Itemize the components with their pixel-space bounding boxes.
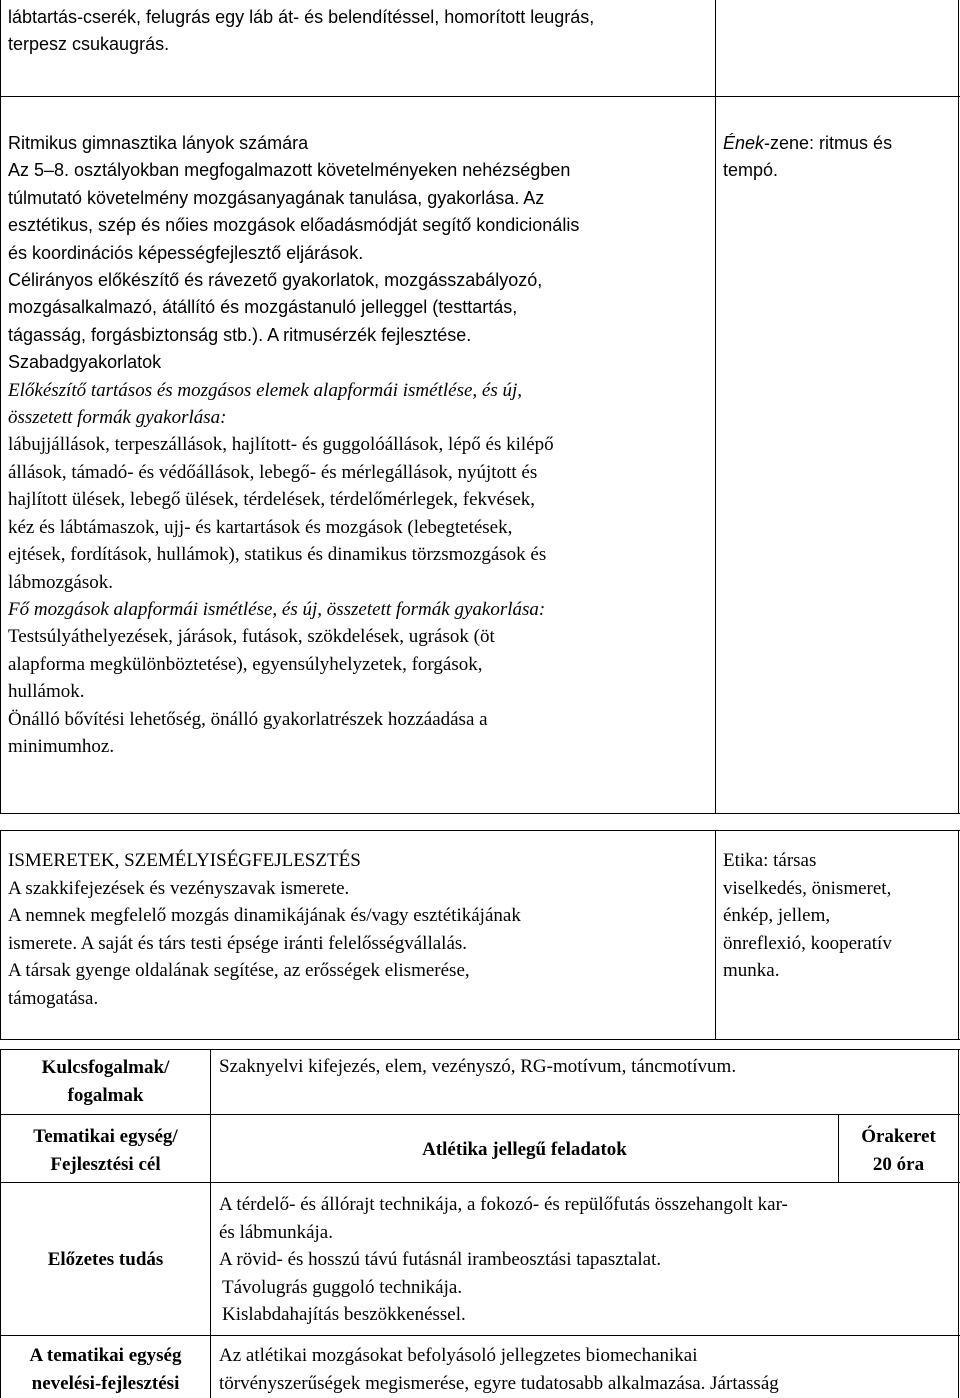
text-line: tágasság, forgásbiztonság stb.). A ritmusérzék fejlesztése. — [8, 324, 472, 345]
kulcsfogalmak-label — [1, 1054, 210, 1110]
text-line: és lábmunkája. — [219, 1221, 333, 1243]
text-line: lábmozgások. — [8, 571, 114, 593]
side-note-line: énkép, jellem, — [723, 905, 831, 927]
top-row-text — [8, 4, 708, 58]
kulcsfogalmak-value: Szaknyelvi kifejezés, elem, vezényszó, RG-motívum, táncmotívum. — [219, 1056, 737, 1077]
text-line: hajlított ülések, lebegő ülések, térdelések, térdelőmérlegek, fekvések, — [8, 489, 536, 511]
side-note-line — [723, 130, 953, 157]
side-note-line: Etika: társas — [723, 850, 817, 871]
text-line: alapforma megkülönböztetése), egyensúlyhelyzetek, forgások, — [8, 653, 483, 675]
table-border-left-upper — [0, 0, 1, 814]
ismeretek-heading: ISMERETEK, SZEMÉLYISÉGFEJLESZTÉS — [8, 850, 361, 871]
text-line: esztétikus, szép és nőies mozgások előadásmódját segítő kondicionális — [8, 215, 580, 236]
table-border-right-upper — [958, 0, 959, 814]
lower-table-elozetes-bottom — [0, 1335, 960, 1336]
lower-table-tema-bottom — [0, 1182, 960, 1183]
text-line: állások, támadó- és védőállások, lebegő- és mérlegállások, nyújtott és — [8, 461, 538, 483]
text-line: Kislabdahajítás beszökkenéssel. — [222, 1304, 466, 1326]
text-line: Célirányos előkészítő és rávezető gyakorlatok, mozgásszabályozó, — [8, 270, 543, 291]
rg-side-note — [723, 130, 953, 185]
text-line: A társak gyenge oldalának segítése, az erősségek elismerése, — [8, 960, 470, 982]
text-line: A rövid- és hosszú távú futásnál irambeosztási tapasztalat. — [219, 1249, 662, 1271]
nevelesi-content — [219, 1342, 954, 1398]
rg-title: Ritmikus gimnasztika lányok számára — [8, 133, 309, 153]
text-line: Testsúlyáthelyezések, járások, futások, szökdelések, ugrások (öt — [8, 626, 495, 648]
text-line: Távolugrás guggoló technikája. — [222, 1276, 463, 1298]
label-line: Fejlesztési cél — [50, 1154, 161, 1175]
lower-table-right — [958, 1049, 959, 1398]
orakeret — [839, 1123, 958, 1179]
label-line: Kulcsfogalmak/ — [41, 1057, 170, 1078]
table-border-left-ism — [0, 830, 1, 1040]
table-border-top-row-bottom — [0, 96, 960, 97]
table-border-ismeretek-bottom — [0, 1039, 960, 1040]
text-line: Az atlétikai mozgásokat befolyásoló jellegzetes biomechanikai — [219, 1345, 698, 1366]
table-border-mid-upper — [715, 0, 716, 814]
text-line: kéz és lábtámaszok, ujj- és kartartások és mozgások (lebegtetések, — [8, 516, 513, 538]
text-line: minimumhoz. — [8, 735, 115, 757]
text-line: Önálló bővítési lehetőség, önálló gyakorlatrészek hozzáadása a — [8, 708, 488, 730]
text-line: törvényszerűségek megismerése, egyre tudatosabb alkalmazása. Jártasság — [219, 1373, 779, 1394]
label-line: fogalmak — [67, 1085, 144, 1106]
text-line: hullámok. — [8, 681, 85, 703]
table-border-mid-ism — [715, 830, 716, 1040]
table-border-rg-bottom — [0, 813, 960, 814]
side-note-italic: Ének — [723, 133, 765, 153]
side-note-line: viselkedés, önismeret, — [723, 877, 892, 899]
lower-table-label-divider — [210, 1049, 211, 1398]
lower-table-top — [0, 1049, 960, 1050]
label-line: nevelési-fejlesztési — [31, 1373, 180, 1394]
side-note-rest: -zene: ritmus és — [764, 133, 893, 153]
text-line: túlmutató követelmény mozgásanyagának tanulása, gyakorlása. Az — [8, 187, 545, 208]
text-line: és koordinációs képességfejlesztő eljárások. — [8, 242, 364, 263]
side-note-line: tempó. — [723, 160, 779, 181]
table-border-right-ism — [958, 830, 959, 1040]
text-line: A szakkifejezések és vezényszavak ismerete. — [8, 877, 350, 899]
italic-line: összetett formák gyakorlása: — [8, 407, 227, 429]
text-line: A nemnek megfelelő mozgás dinamikájának és/vagy esztétikájának — [8, 905, 521, 927]
ismeretek-content — [8, 847, 713, 1013]
text-line: Az 5–8. osztályokban megfogalmazott követelményeken nehézségben — [8, 160, 571, 181]
text-line: ismerete. A saját és társ testi épsége iránti felelősségvállalás. — [8, 932, 468, 954]
text-line: terpesz csukaugrás. — [8, 34, 170, 54]
elozetes-content — [219, 1191, 954, 1329]
elozetes-label: Előzetes tudás — [47, 1249, 164, 1270]
text-line: ejtések, fordítások, hullámok), statikus és dinamikus törzsmozgások és — [8, 544, 547, 566]
side-note-line: önreflexió, kooperatív — [723, 932, 892, 954]
orakeret-label: Órakeret — [861, 1126, 936, 1147]
orakeret-value: 20 óra — [872, 1154, 925, 1175]
italic-line: Fő mozgások alapformái ismétlése, és új, összetett formák gyakorlása: — [8, 598, 546, 620]
tematikai-title: Atlétika jellegű feladatok — [422, 1139, 627, 1160]
table-border-ismeretek-top — [0, 830, 960, 831]
lower-table-kulcs-bottom — [0, 1114, 960, 1115]
rg-content — [8, 130, 713, 760]
section-heading-szabadgyakorlatok: Szabadgyakorlatok — [8, 352, 162, 373]
nevelesi-label — [1, 1342, 210, 1398]
label-line: A tematikai egység — [29, 1345, 182, 1366]
text-line: lábujjállások, terpeszállások, hajlított- és guggolóállások, lépő és kilépő — [8, 434, 554, 456]
ismeretek-side-note — [723, 847, 955, 985]
italic-line: Előkészítő tartásos és mozgásos elemek alapformái ismétlése, és új, — [8, 379, 523, 401]
label-line: Tematikai egység/ — [33, 1126, 178, 1147]
text-line: támogatása. — [8, 987, 99, 1009]
text-line: A térdelő- és állórajt technikája, a fokozó- és repülőfutás összehangolt kar- — [219, 1194, 788, 1215]
side-note-line: munka. — [723, 960, 780, 982]
text-line: lábtartás-cserék, felugrás egy láb át- és belendítéssel, homorított leugrás, — [8, 7, 595, 27]
tematikai-label — [1, 1123, 210, 1179]
text-line: mozgásalkalmazó, átállító és mozgástanuló jelleggel (testtartás, — [8, 297, 518, 318]
